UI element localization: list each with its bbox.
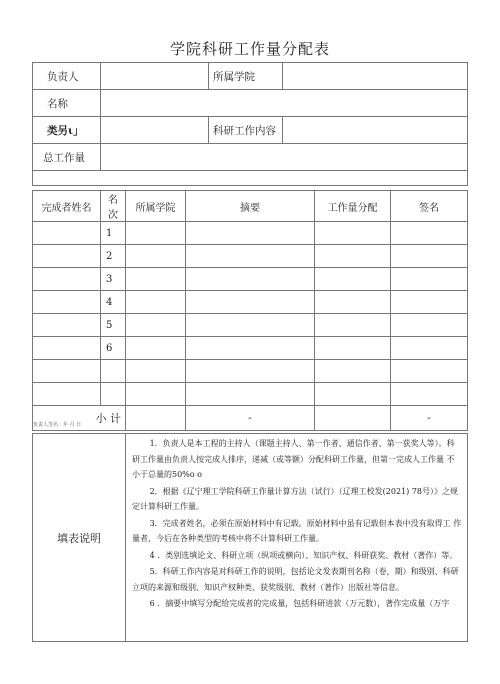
total-field[interactable]: [101, 144, 468, 171]
table-row: [33, 291, 468, 314]
spacer-row: [33, 171, 468, 186]
total-label: 总工作量: [33, 144, 101, 171]
subtotal-label: 小 计: [33, 406, 126, 431]
col-workload: 工作量分配: [315, 191, 391, 222]
signature-cell[interactable]: [391, 291, 468, 314]
member-college-cell[interactable]: [126, 337, 186, 360]
col-member: 完成者姓名: [33, 191, 101, 222]
category-label: 类另ι」: [33, 117, 101, 144]
subtotal-workload[interactable]: [315, 406, 391, 431]
rank-cell: 3: [101, 268, 126, 291]
category-field[interactable]: [101, 117, 209, 144]
member-name-cell[interactable]: [33, 291, 101, 314]
notes-table: [32, 433, 468, 642]
col-college: 所属学院: [126, 191, 186, 222]
workload-cell[interactable]: [315, 291, 391, 314]
signature-cell[interactable]: [391, 383, 468, 406]
member-college-cell[interactable]: [126, 314, 186, 337]
table-row: [33, 360, 468, 383]
summary-cell[interactable]: [186, 360, 315, 383]
member-name-cell[interactable]: [33, 383, 101, 406]
rank-cell: [101, 360, 126, 383]
notes-content: [126, 434, 468, 642]
summary-cell[interactable]: [186, 383, 315, 406]
signature-cell[interactable]: [391, 245, 468, 268]
signature-cell[interactable]: [391, 222, 468, 245]
member-name-cell[interactable]: [33, 245, 101, 268]
rank-cell: 1: [101, 222, 126, 245]
table-row: [33, 337, 468, 360]
subtotal-summary: -: [186, 406, 315, 431]
member-college-cell[interactable]: [126, 268, 186, 291]
table-row: [33, 245, 468, 268]
member-name-cell[interactable]: [33, 314, 101, 337]
summary-cell[interactable]: [186, 245, 315, 268]
table-row: [33, 222, 468, 245]
signer-note: 负责人签名：年 月 日: [33, 422, 82, 428]
note-item: 4 ．类别选填论文、科研立项（纵项或横向）、知识产权、科研获奖、教材（著作）等。: [149, 550, 458, 560]
member-name-cell[interactable]: [33, 337, 101, 360]
rank-cell: 6: [101, 337, 126, 360]
note-item: 6 ．摘要中填写分配给完成者的完成量，包括科研进款（万元数），著作完成量（万字: [149, 599, 450, 608]
workload-cell[interactable]: [315, 314, 391, 337]
table-row: [33, 383, 468, 406]
summary-cell[interactable]: [186, 268, 315, 291]
rank-cell: 5: [101, 314, 126, 337]
note-item: 5．科研工作内容是对科研工作的说明，包括论文发表期刊名称（卷，期）和级别、科研立项的来源和级别、知识产权种类、获奖级别、教材（著作）出版社等信息。: [132, 567, 459, 592]
note-item: 2．根据《辽宁理工学院科研工作量计算方法（试行）（辽理工校发(2021) 78号）》之规定计算科研工作量。: [132, 486, 459, 511]
col-rank: 名次: [101, 191, 126, 222]
member-college-cell[interactable]: [126, 222, 186, 245]
subtotal-signature: -: [391, 406, 468, 431]
summary-cell[interactable]: [186, 314, 315, 337]
note-item: 1．负责人是本工程的主持人（课题主持人、第一作者、通信作者、第一获奖人等）。科研工作量由负责人按完成人排序，递减（或等额）分配科研工作量，但第一完成人工作量 不小于总量的50%o o: [132, 439, 455, 479]
member-college-cell[interactable]: [126, 245, 186, 268]
notes-label: 填表说明: [33, 434, 126, 642]
workload-cell[interactable]: [315, 383, 391, 406]
workload-cell[interactable]: [315, 337, 391, 360]
rank-cell: 2: [101, 245, 126, 268]
signature-cell[interactable]: [391, 268, 468, 291]
table-row: [33, 314, 468, 337]
member-name-cell[interactable]: [33, 268, 101, 291]
member-college-cell[interactable]: [126, 383, 186, 406]
member-college-cell[interactable]: [126, 291, 186, 314]
name-label: 名称: [33, 90, 101, 117]
summary-cell[interactable]: [186, 222, 315, 245]
workload-cell[interactable]: [315, 222, 391, 245]
rank-cell: 4: [101, 291, 126, 314]
member-college-cell[interactable]: [126, 360, 186, 383]
project-info-table: [32, 62, 468, 186]
workload-cell[interactable]: [315, 245, 391, 268]
summary-cell[interactable]: [186, 337, 315, 360]
responsible-label: 负责人: [33, 63, 101, 90]
note-item: 3．完成者姓名，必须在原始材料中有记载。原始材料中虽有记载但本表中没有取得工 作量者，今后在各种类型的考核中将不计算科研工作量。: [132, 518, 462, 543]
member-name-cell[interactable]: [33, 222, 101, 245]
col-signature: 签名: [391, 191, 468, 222]
page-title: 学院科研工作量分配表: [169, 40, 330, 58]
content-label: 科研工作内容: [209, 117, 283, 144]
signature-cell[interactable]: [391, 337, 468, 360]
subtotal-college: [126, 406, 186, 431]
rank-cell: [101, 383, 126, 406]
content-field[interactable]: [283, 117, 468, 144]
signature-cell[interactable]: [391, 360, 468, 383]
college-field[interactable]: [283, 63, 468, 90]
summary-cell[interactable]: [186, 291, 315, 314]
responsible-field[interactable]: [101, 63, 209, 90]
name-field[interactable]: [101, 90, 468, 117]
workload-cell[interactable]: [315, 360, 391, 383]
signature-cell[interactable]: [391, 314, 468, 337]
table-row: [33, 268, 468, 291]
workload-cell[interactable]: [315, 268, 391, 291]
member-name-cell[interactable]: [33, 360, 101, 383]
college-label: 所属学院: [209, 63, 283, 90]
member-table: [32, 190, 468, 431]
col-summary: 摘要: [186, 191, 315, 222]
